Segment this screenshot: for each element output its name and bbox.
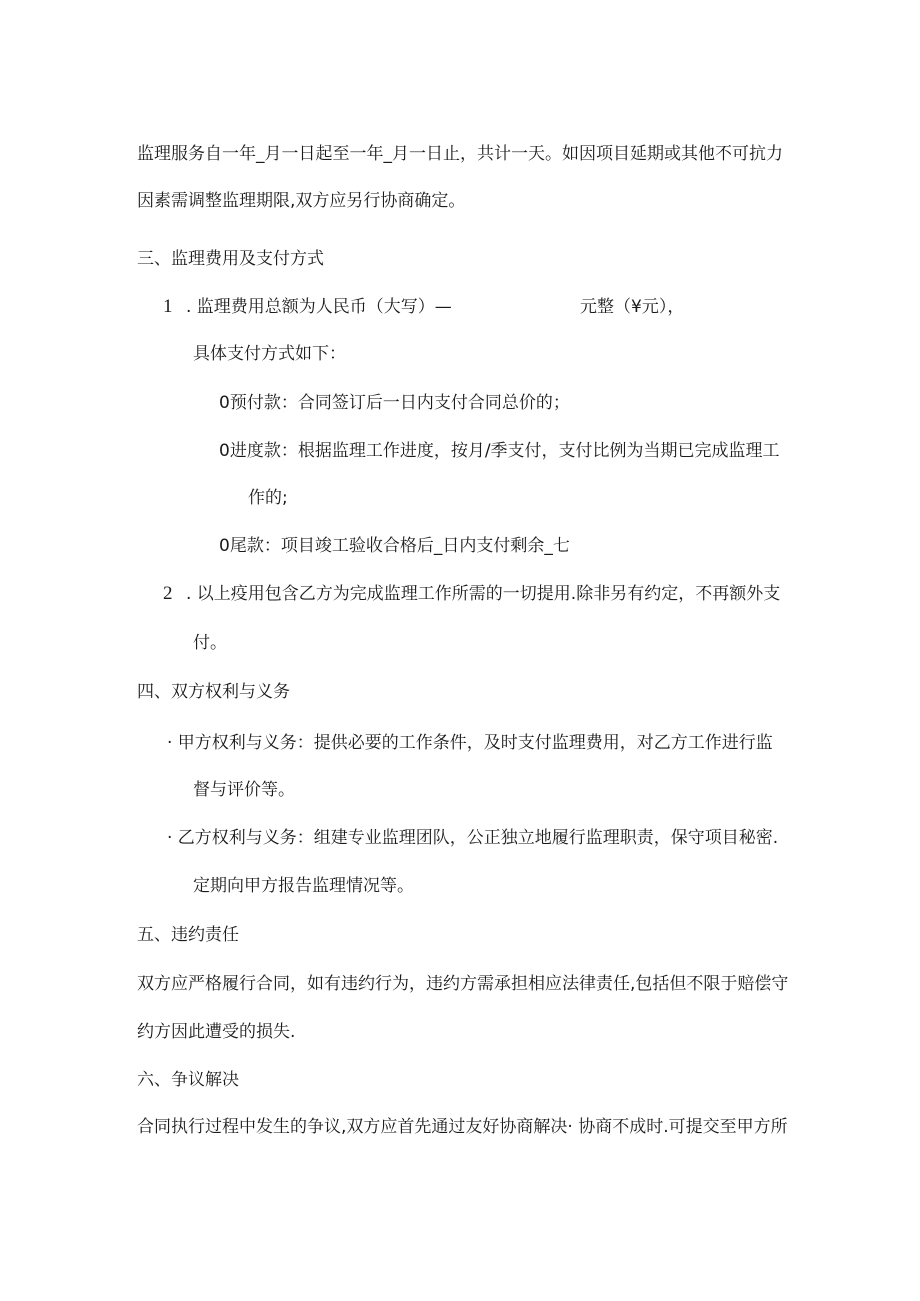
party-b-rights-line-2: 定期向甲方报告监理情况等。 xyxy=(193,876,414,896)
payment-progress-line-2: 作的; xyxy=(248,488,288,508)
payment-prepay: 0预付款：合同签订后一日内支付合同总价的； xyxy=(219,393,570,413)
payment-final: 0尾款：项目竣工验收合格后_日内支付剩余_七 xyxy=(219,536,570,556)
section-4-heading: 四、双方权利与义务 xyxy=(137,682,290,702)
list-item-number-2: 2 xyxy=(163,583,173,604)
breach-paragraph-line-1: 双方应严格履行合同，如有违约行为，违约方需承担相应法律责任,包括但不限于赔偿守 xyxy=(137,974,789,994)
section-6-heading: 六、争议解决 xyxy=(137,1070,239,1090)
fee-total-suffix: 元整（¥元）， xyxy=(580,297,685,317)
section-5-heading: 五、违约责任 xyxy=(137,925,239,945)
dispute-paragraph-line-1: 合同执行过程中发生的争议,双方应首先通过友好协商解决· 协商不成时.可提交至甲方所 xyxy=(137,1117,788,1137)
period-paragraph-line-2: 因素需调整监理期限,双方应另行协商确定。 xyxy=(137,191,466,211)
period-paragraph-line-1: 监理服务自一年_月一日起至一年_月一日止，共计一天。如因项目延期或其他不可抗力 xyxy=(137,144,783,164)
party-a-rights-line-2: 督与评价等。 xyxy=(193,780,295,800)
party-b-rights-line-1: · 乙方权利与义务：组建专业监理团队，公正独立地履行监理职责，保守项目秘密. xyxy=(167,828,779,848)
list-item-number-1: 1 xyxy=(163,296,173,317)
fee-scope-line-2: 付。 xyxy=(193,633,227,653)
section-3-heading: 三、监理费用及支付方式 xyxy=(137,249,324,269)
payment-method-intro: 具体支付方式如下： xyxy=(193,344,346,364)
breach-paragraph-line-2: 约方因此遭受的损失. xyxy=(137,1022,296,1042)
fee-scope-line-1: . 以上疫用包含乙方为完成监理工作所需的一切提用.除非另有约定，不再额外支 xyxy=(186,584,781,604)
payment-progress-line-1: 0进度款：根据监理工作进度，按月/季支付，支付比例为当期已完成监理工 xyxy=(219,441,780,461)
party-a-rights-line-1: · 甲方权利与义务：提供必要的工作条件，及时支付监理费用，对乙方工作进行监 xyxy=(167,733,773,753)
fee-total-text: . 监理费用总额为人民币（大写）— xyxy=(186,297,452,317)
